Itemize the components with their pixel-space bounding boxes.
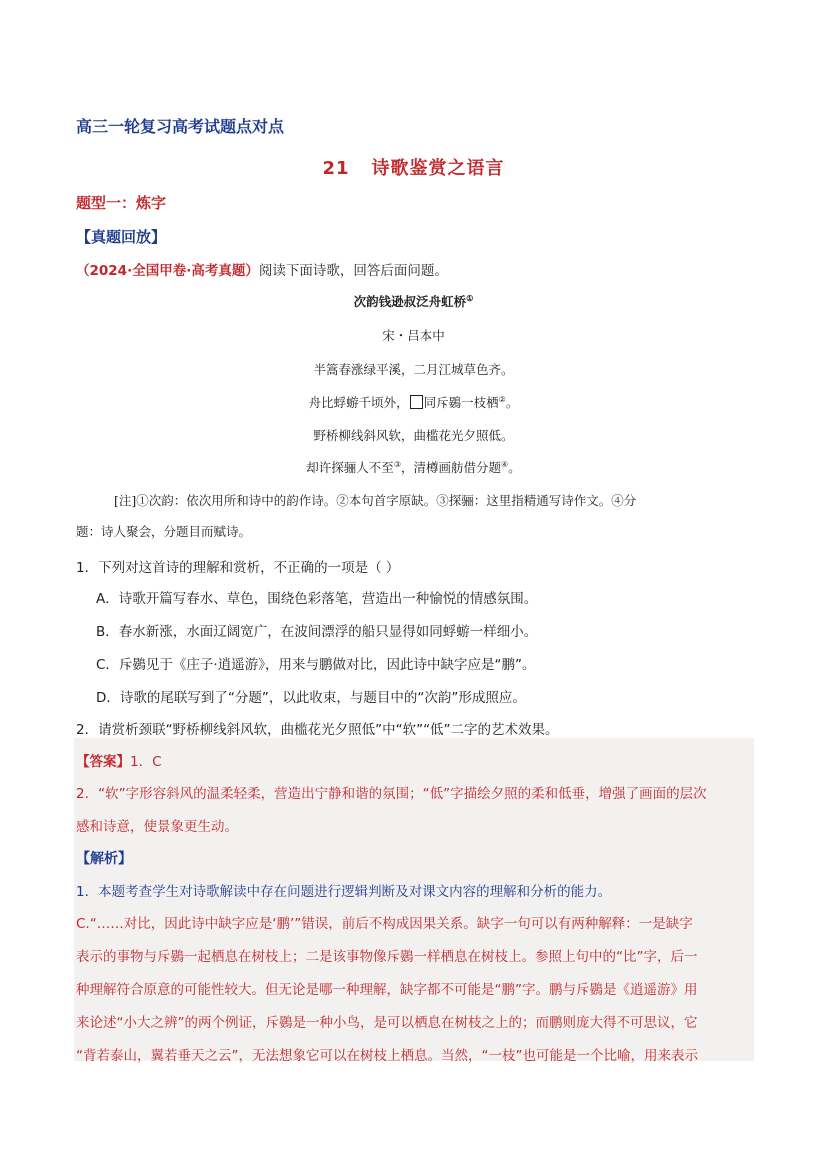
question-2-stem: 2．请赏析颈联“野桥柳线斜风软，曲槛花光夕照低”中“软”“低”二字的艺术效果。: [76, 722, 559, 738]
series-title: 高三一轮复习高考试题点对点: [76, 117, 285, 136]
option-c: C．斥鷃见于《庄子·逍遥游》，用来与鹏做对比，因此诗中缺字应是“鹏”。: [96, 657, 536, 673]
answer-2-continued: 感和诗意，使景象更生动。: [76, 819, 238, 835]
poem-line: 半篙春涨绿平溪，二月江城草色齐。: [313, 362, 514, 377]
answer-1: 1．C: [130, 754, 162, 770]
option-d: D．诗歌的尾联写到了“分题”，以此收束，与题目中的“次韵”形成照应。: [96, 690, 526, 706]
chapter-title: 诗歌鉴赏之语言: [371, 158, 505, 179]
poem-line: 舟比蜉蝣千顷外， 同斥鷃一枝栖②。: [308, 394, 519, 410]
intro-text: 阅读下面诗歌，回答后面问题。: [258, 263, 448, 279]
chapter-number: 21: [322, 158, 350, 179]
analysis-line: C.“……对比，因此诗中缺字应是‘鹏’”错误，前后不构成因果关系。缺字一句可以有两种解释：一是缺字: [76, 916, 693, 932]
section-heading: 【真题回放】: [76, 228, 167, 246]
footnote-mark: ④: [501, 459, 509, 469]
answer-line-1: [76, 750, 162, 770]
analysis-label: 【解析】: [76, 851, 132, 867]
question-1-stem: 1．下列对这首诗的理解和赏析，不正确的一项是（ ）: [76, 560, 400, 576]
poem-line: 却许探骊人不至③，清樽画舫借分题④。: [306, 459, 521, 475]
answer-label: 【答案】: [76, 754, 130, 770]
poem-author: 宋・吕本中: [382, 328, 445, 343]
answer-2: 2．“软”字形容斜风的温柔轻柔，营造出宁静和谐的氛围；“低”字描绘夕照的柔和低垂，增强了画面的层次: [76, 786, 707, 802]
intro-line: [76, 259, 448, 279]
analysis-line: 来论述“小大之辨”的两个例证，斥鷃是一种小鸟，是可以栖息在树枝之上的；而鹏则庞大得不可思议，它: [76, 1015, 698, 1031]
option-a: A．诗歌开篇写春水、草色，围绕色彩落笔，营造出一种愉悦的情感氛围。: [96, 591, 538, 607]
page-title: [0, 154, 827, 180]
option-b: B．春水新涨，水面辽阔宽广，在波间漂浮的船只显得如同蜉蝣一样细小。: [96, 624, 538, 640]
poem-notes-continued: 题：诗人聚会，分题目而赋诗。: [76, 524, 252, 539]
poem-title: 次韵钱逊叔泛舟虹桥①: [353, 292, 474, 309]
poem-notes: [注]①次韵：依次用所和诗中的韵作诗。②本句首字原缺。③探骊：这里指精通写诗作文。④分: [114, 493, 637, 508]
footnote-mark: ①: [466, 292, 474, 303]
footnote-mark: ②: [498, 394, 506, 404]
analysis-line: 种理解符合原意的可能性较大。但无论是哪一种理解，缺字都不可能是“鹏”字。鹏与斥鷃是《逍遥游》用: [76, 982, 698, 998]
question-type-heading: 题型一：炼字: [76, 194, 167, 212]
missing-character-box: [410, 395, 423, 409]
analysis-line: 表示的事物与斥鷃一起栖息在树枝上；二是该事物像斥鷃一样栖息在树枝上。参照上句中的“比”字，后一: [76, 949, 698, 965]
poem-line: 野桥柳线斜风软，曲槛花光夕照低。: [313, 428, 514, 443]
analysis-line: “背若泰山，翼若垂天之云”，无法想象它可以在树枝上栖息。当然，“一枝”也可能是一个比喻，用来表示: [76, 1048, 698, 1064]
exam-source: （2024·全国甲卷·高考真题）: [76, 263, 259, 279]
analysis-line: 1．本题考查学生对诗歌解读中存在问题进行逻辑判断及对课文内容的理解和分析的能力。: [76, 884, 612, 900]
footnote-mark: ③: [393, 459, 401, 469]
